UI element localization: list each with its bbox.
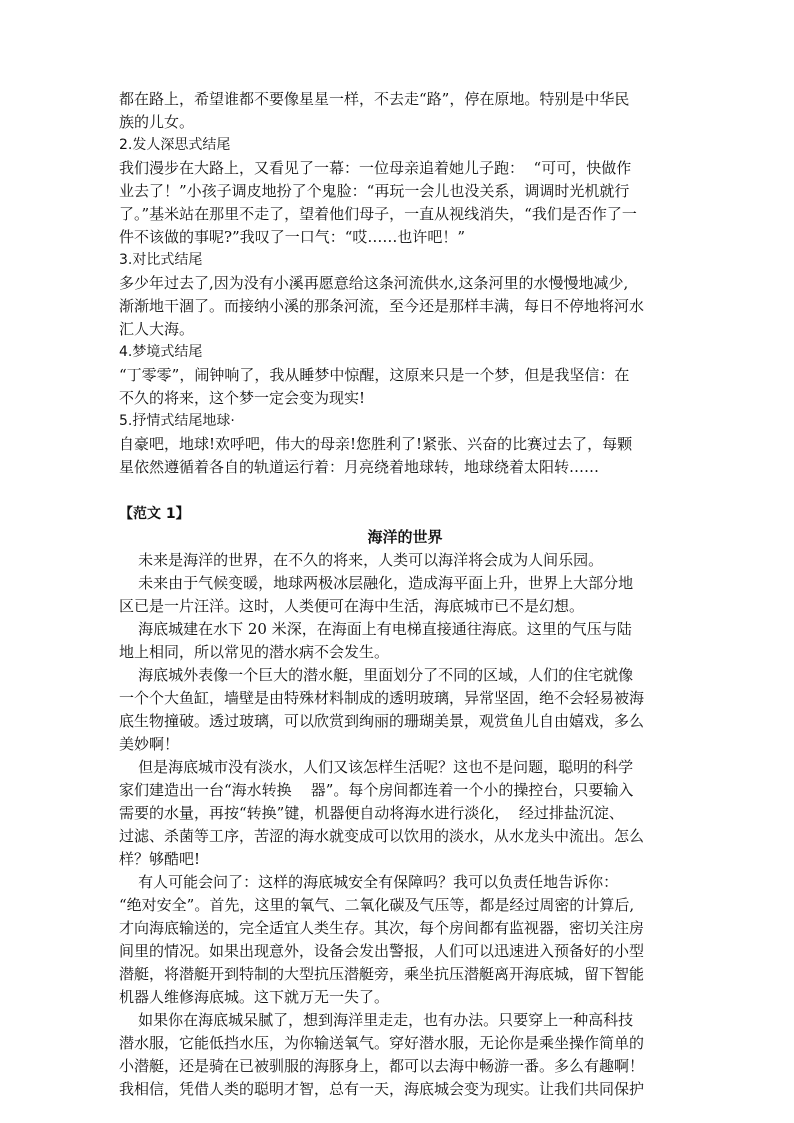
essay-line: 有人可能会问了：这样的海底城安全有保障吗？我可以负责任地告诉你： bbox=[119, 873, 619, 891]
essay-line: 但是海底城市没有淡水，人们又该怎样生活呢？这也不是问题，聪明的科学 bbox=[119, 758, 634, 776]
text-line: 了。”基米站在那里不走了，望着他们母子，一直从视线消失，“我们是否作了一 bbox=[119, 205, 637, 223]
essay-body bbox=[119, 549, 679, 1101]
essay-line: 未来是海洋的世界，在不久的将来，人类可以海洋将会成为人间乐园。 bbox=[119, 551, 604, 569]
essay-line: 才向海底输送的，完全适宜人类生存。其次，每个房间都有监视器，密切关注房 bbox=[119, 919, 645, 937]
essay-line: 小潜艇，还是骑在已被驯服的海豚身上，都可以去海中畅游一番。多么有趣啊！ bbox=[119, 1057, 645, 1075]
section-heading: 5.抒情式结尾地球· bbox=[119, 413, 235, 429]
text-line: 族的儿女。 bbox=[119, 113, 195, 131]
essay-line: 潜艇，将潜艇开到特制的大型抗压潜艇旁，乘坐抗压潜艇离开海底城，留下智能 bbox=[119, 965, 645, 983]
text-line: 汇人大海。 bbox=[119, 320, 195, 338]
essay-line: 我相信，凭借人类的聪明才智，总有一天，海底城会变为现实。让我们共同保护 bbox=[119, 1080, 645, 1098]
essay-line: 机器人维修海底城。这下就万无一失了。 bbox=[119, 988, 390, 1006]
essay-line: 需要的水量，再按“转换”键，机器便自动将海水进行淡化， 经过排盐沉淀、 bbox=[119, 804, 624, 822]
essay-line: 如果你在海底城呆腻了，想到海洋里走走，也有办法。只要穿上一种高科技 bbox=[119, 1011, 634, 1029]
ending-intro bbox=[119, 88, 679, 134]
essay-line: “绝对安全”。首先，这里的氧气、二氧化碳及气压等，都是经过周密的计算后, bbox=[119, 896, 635, 914]
essay-line: 美妙啊！ bbox=[119, 735, 180, 753]
essay-line: 地上相同，所以常见的潜水病不会发生。 bbox=[119, 643, 390, 661]
ending-type-3 bbox=[119, 249, 679, 341]
text-line: 不久的将来，这个梦一定会变为现实! bbox=[119, 389, 366, 407]
section-heading: 3.对比式结尾 bbox=[119, 252, 203, 268]
spacer bbox=[119, 479, 679, 503]
text-line: “丁零零”，闹钟响了，我从睡梦中惊醒，这原来只是一个梦，但是我坚信：在 bbox=[119, 366, 630, 384]
essay-line: 海底城外表像一个巨大的潜水艇，里面划分了不同的区域，人们的住宅就像 bbox=[119, 666, 634, 684]
essay-line: 区已是一片汪洋。这时，人类便可在海中生活，海底城市已不是幻想。 bbox=[119, 597, 585, 615]
essay-line: 样？够酷吧! bbox=[119, 850, 201, 868]
essay-line: 海底城建在水下 20 米深，在海面上有电梯直接通往海底。这里的气压与陆 bbox=[119, 620, 632, 638]
essay-line: 底生物撞破。透过玻璃，可以欣赏到绚丽的珊瑚美景，观赏鱼儿自由嬉戏，多么 bbox=[119, 712, 645, 730]
essay-line: 过滤、杀菌等工序，苦涩的海水就变成可以饮用的淡水，从水龙头中流出。怎么 bbox=[119, 827, 645, 845]
ending-type-5 bbox=[119, 410, 679, 479]
essay-line: 一个个大鱼缸，墙壁是由特殊材料制成的透明玻璃，异常坚固，绝不会轻易被海 bbox=[119, 689, 645, 707]
document-page bbox=[119, 88, 679, 1101]
essay-line: 间里的情况。如果出现意外，设备会发出警报，人们可以迅速进入预备好的小型 bbox=[119, 942, 645, 960]
text-line: 件不该做的事呢?”我叹了一口气：“哎……也许吧！” bbox=[119, 228, 466, 246]
text-line: 业去了！”小孩子调皮地扮了个鬼脸：“再玩一会儿也没关系，调调时光机就行 bbox=[119, 182, 630, 200]
essay-line: 潜水服，它能低挡水压，为你输送氧气。穿好潜水服，无论你是乘坐操作简单的 bbox=[119, 1034, 645, 1052]
section-heading: 2.发人深思式结尾 bbox=[119, 137, 231, 153]
ending-type-2 bbox=[119, 134, 679, 249]
sample-essay bbox=[119, 503, 679, 1101]
ending-type-4 bbox=[119, 341, 679, 410]
sample-label: 【范文 1】 bbox=[119, 506, 190, 522]
essay-line: 未来由于气候变暖，地球两极冰层融化，造成海平面上升，世界上大部分地 bbox=[119, 574, 634, 592]
text-line: 都在路上，希望谁都不要像星星一样，不去走“路”，停在原地。特别是中华民 bbox=[119, 90, 630, 108]
text-line: 渐渐地干涸了。而接纳小溪的那条河流，至今还是那样丰满，每日不停地将河水 bbox=[119, 297, 645, 315]
text-line: 多少年过去了,因为没有小溪再愿意给这条河流供水,这条河里的水慢慢地减少, bbox=[119, 274, 629, 292]
essay-title: 海洋的世界 bbox=[367, 528, 443, 546]
essay-line: 家们建造出一台“海水转换 器”。每个房间都连着一个小的操控台，只要输入 bbox=[119, 781, 634, 799]
text-line: 星依然遵循着各自的轨道运行着：月亮绕着地球转，地球绕着太阳转…… bbox=[119, 458, 600, 476]
section-heading: 4.梦境式结尾 bbox=[119, 344, 203, 360]
text-line: 我们漫步在大路上，又看见了一幕：一位母亲追着她儿子跑： “可可，快做作 bbox=[119, 159, 632, 177]
text-line: 自豪吧，地球!欢呼吧，伟大的母亲!您胜利了!紧张、兴奋的比赛过去了，每颗 bbox=[119, 435, 633, 453]
